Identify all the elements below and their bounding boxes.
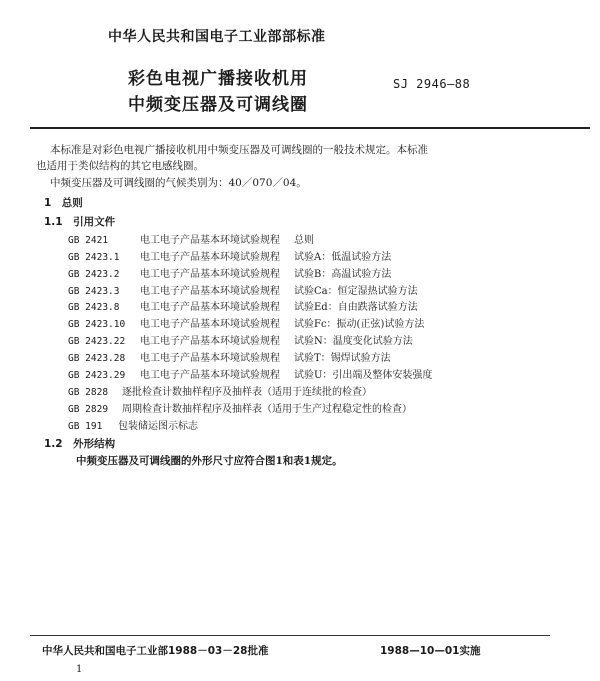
intro-paragraph-line-2: 也适用于类似结构的其它电感线圈。: [36, 160, 204, 172]
intro-paragraph-line-1: 本标准是对彩色电视广播接收机用中频变压器及可调线圈的一般技术规定。本标准: [50, 144, 428, 156]
reference-test: 试验U：引出端及整体安装强度: [294, 370, 433, 381]
section-1-2-heading: 1.2 外形结构: [44, 438, 116, 450]
reference-item: [68, 383, 372, 398]
reference-title: 电工电子产品基本环境试验规程: [140, 370, 280, 381]
reference-code: GB 191: [68, 421, 103, 432]
reference-code: GB 2421: [68, 235, 109, 246]
reference-title: 电工电子产品基本环境试验规程: [140, 252, 280, 263]
section-1-heading: 1 总则: [44, 197, 83, 209]
reference-code: GB 2829: [68, 404, 109, 415]
reference-code: GB 2423.2: [68, 269, 120, 280]
reference-code: GB 2423.10: [68, 319, 126, 330]
reference-test: 试验Ca：恒定湿热试验方法: [294, 286, 418, 297]
reference-title: 逐批检查计数抽样程序及抽样表（适用于连续批的检查）: [122, 387, 373, 398]
reference-item: [68, 231, 314, 246]
standard-organization: 中华人民共和国电子工业部部标准: [108, 29, 326, 45]
reference-code: GB 2423.22: [68, 336, 126, 347]
reference-item: [68, 366, 432, 381]
reference-code: GB 2423.28: [68, 353, 126, 364]
approval-statement: 中华人民共和国电子工业部1988－03－28批准: [42, 645, 269, 657]
reference-title: 电工电子产品基本环境试验规程: [140, 235, 280, 246]
reference-item: [68, 248, 391, 263]
reference-title: 电工电子产品基本环境试验规程: [140, 269, 280, 280]
header-divider: [30, 127, 590, 129]
reference-item: [68, 315, 424, 330]
reference-test: 试验N：温度变化试验方法: [294, 336, 413, 347]
reference-test: 试验Ed：自由跌落试验方法: [294, 302, 418, 313]
reference-test: 试验A：低温试验方法: [294, 252, 392, 263]
reference-item: [68, 400, 412, 415]
reference-title: 电工电子产品基本环境试验规程: [140, 302, 280, 313]
reference-item: [68, 265, 391, 280]
reference-item: [68, 298, 418, 313]
reference-test: 试验T：锡焊试验方法: [294, 353, 391, 364]
reference-title: 电工电子产品基本环境试验规程: [140, 336, 280, 347]
reference-test: 总则: [294, 235, 314, 246]
reference-code: GB 2828: [68, 387, 109, 398]
footer-divider: [30, 635, 550, 636]
outline-structure-text: 中频变压器及可调线圈的外形尺寸应符合图1和表1规定。: [76, 455, 343, 467]
reference-code: GB 2423.29: [68, 370, 126, 381]
section-1-1-heading: 1.1 引用文件: [44, 216, 116, 228]
climate-category: 中频变压器及可调线圈的气候类别为：40／070／04。: [50, 177, 307, 189]
reference-item: [68, 417, 198, 432]
reference-item: [68, 332, 413, 347]
reference-code: GB 2423.1: [68, 252, 120, 263]
reference-title: 电工电子产品基本环境试验规程: [140, 319, 280, 330]
reference-title: 周期检查计数抽样程序及抽样表（适用于生产过程稳定性的检查）: [122, 404, 413, 415]
reference-test: 试验B：高温试验方法: [294, 269, 392, 280]
reference-test: 试验Fc：振动(正弦)试验方法: [294, 319, 425, 330]
implementation-date: 1988—10—01实施: [380, 645, 481, 657]
reference-title: 包装储运图示标志: [118, 421, 198, 432]
document-title-line-2: 中频变压器及可调线圈: [128, 95, 308, 115]
reference-item: [68, 282, 418, 297]
reference-title: 电工电子产品基本环境试验规程: [140, 353, 280, 364]
reference-code: GB 2423.8: [68, 302, 120, 313]
reference-item: [68, 349, 391, 364]
standard-code: SJ 2946—88: [393, 77, 471, 91]
page-number: 1: [76, 664, 83, 675]
reference-code: GB 2423.3: [68, 286, 120, 297]
document-title-line-1: 彩色电视广播接收机用: [128, 69, 308, 89]
reference-title: 电工电子产品基本环境试验规程: [140, 286, 280, 297]
